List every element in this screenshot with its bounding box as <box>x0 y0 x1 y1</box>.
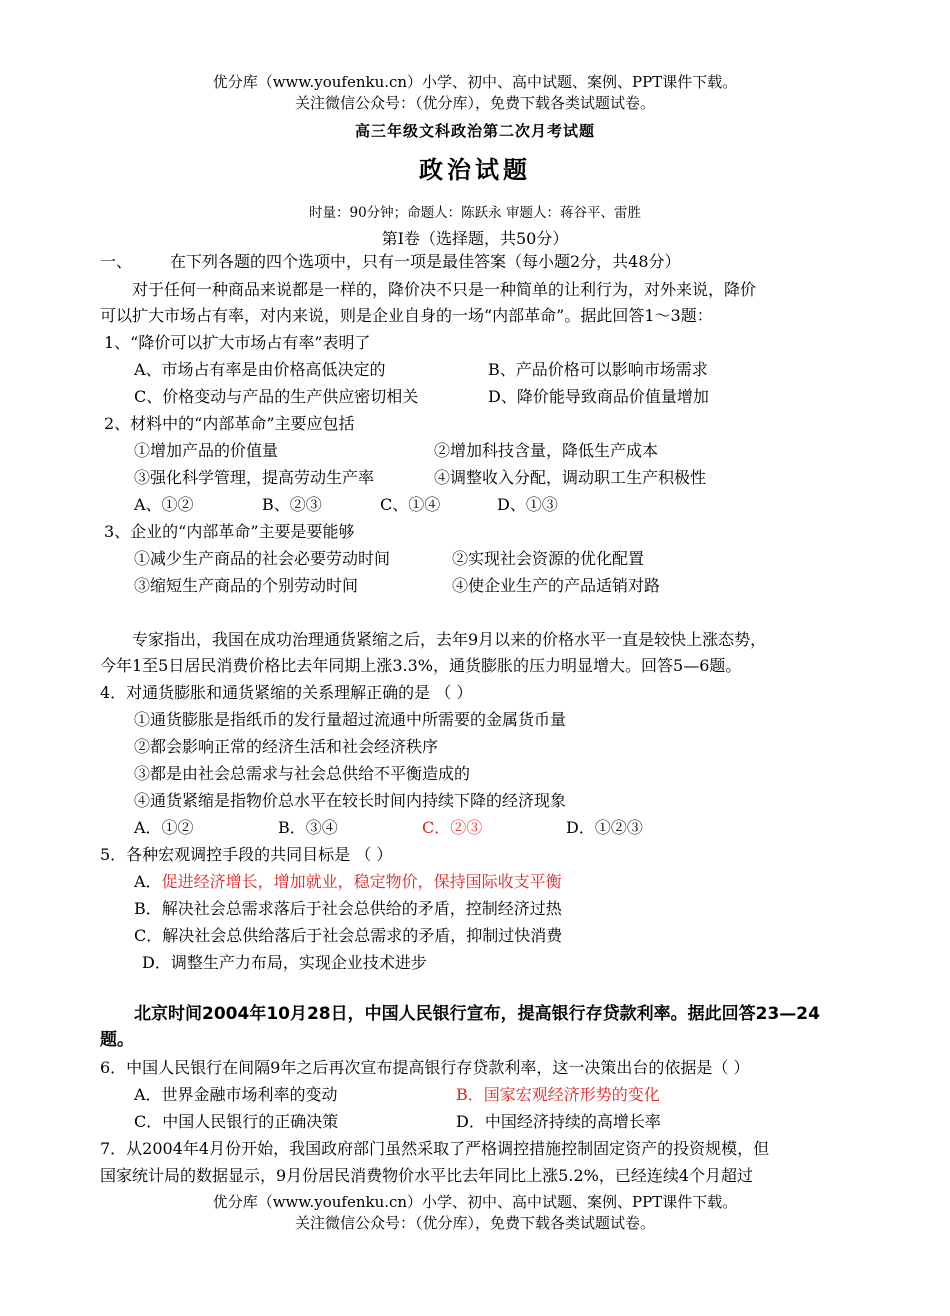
q4-statement-4: ④通货紧缩是指物价总水平在较长时间内持续下降的经济现象 <box>134 791 567 810</box>
q5-option-d: D．调整生产力布局，实现企业技术进步 <box>142 953 427 972</box>
passage2-line-1: 专家指出，我国在成功治理通货紧缩之后，去年9月以来的价格水平一直是较快上涨态势， <box>132 630 767 649</box>
q4-option-a: A．①② <box>134 818 194 837</box>
q1-option-d: D、降价能导致商品价值量增加 <box>488 387 709 406</box>
exam-title: 高三年级文科政治第二次月考试题 <box>354 122 595 140</box>
exam-meta: 时量：90分钟；命题人：陈跃永 审题人：蒋谷平、雷胜 <box>309 205 641 221</box>
section-instruction: 在下列各题的四个选项中，只有一项是最佳答案（每小题2分，共48分） <box>170 252 681 271</box>
q5-option-c: C．解决社会总供给落后于社会总需求的矛盾，抑制过快消费 <box>134 926 563 945</box>
q5-option-b: B．解决社会总需求落后于社会总供给的矛盾，控制经济过热 <box>134 899 562 918</box>
q5-stem: 5．各种宏观调控手段的共同目标是 （ ） <box>100 845 393 864</box>
passage3-line-1: 北京时间2004年10月28日，中国人民银行宣布，提高银行存贷款利率。据此回答23—24 <box>134 1004 820 1024</box>
q7-line-2: 国家统计局的数据显示，9月份居民消费物价水平比去年同比上涨5.2%，已经连续4个月超过 <box>100 1166 754 1185</box>
q3-statement-3: ③缩短生产商品的个别劳动时间 <box>134 576 359 595</box>
q6-stem: 6．中国人民银行在间隔9年之后再次宣布提高银行存贷款利率，这一决策出台的依据是（ ） <box>100 1058 750 1077</box>
q1-option-b: B、产品价格可以影响市场需求 <box>488 360 708 379</box>
q4-option-b: B．③④ <box>278 818 338 837</box>
exam-subtitle: 政治试题 <box>419 155 531 184</box>
part-title: 第Ⅰ卷（选择题，共50分） <box>381 229 569 248</box>
q2-option-b: B、②③ <box>262 495 322 514</box>
passage2-line-2: 今年1至5日居民消费价格比去年同期上涨3.3%，通货膨胀的压力明显增大。回答5—6题。 <box>100 656 742 675</box>
header-line-2: 关注微信公众号：（优分库），免费下载各类试题试卷。 <box>294 94 655 112</box>
q3-statement-1: ①减少生产商品的社会必要劳动时间 <box>134 549 391 568</box>
passage1-line-2: 可以扩大市场占有率，对内来说，则是企业自身的一场“内部革命”。据此回答1～3题： <box>100 306 713 325</box>
q5-option-a-answer: 促进经济增长，增加就业，稳定物价，保持国际收支平衡 <box>161 872 562 891</box>
q3-statement-4: ④使企业生产的产品适销对路 <box>452 576 661 595</box>
q2-option-a: A、①② <box>134 495 194 514</box>
q3-stem: 3、企业的“内部革命”主要是要能够 <box>104 522 355 541</box>
q4-stem: 4．对通货膨胀和通货紧缩的关系理解正确的是 （ ） <box>100 683 473 702</box>
q2-statement-4: ④调整收入分配，调动职工生产积极性 <box>434 468 707 487</box>
q2-stem: 2、材料中的“内部革命”主要应包括 <box>104 414 355 433</box>
q6-option-a: A．世界金融市场利率的变动 <box>134 1085 338 1104</box>
footer-line-2: 关注微信公众号：（优分库），免费下载各类试题试卷。 <box>294 1214 655 1232</box>
passage3-line-2: 题。 <box>100 1030 134 1050</box>
q7-line-1: 7．从2004年4月份开始，我国政府部门虽然采取了严格调控措施控制固定资产的投资规模，但 <box>100 1139 770 1158</box>
footer-line-1: 优分库（www.youfenku.cn）小学、初中、高中试题、案例、PPT课件下载。 <box>212 1193 738 1211</box>
q2-statement-3: ③强化科学管理，提高劳动生产率 <box>134 468 375 487</box>
q1-option-c: C、价格变动与产品的生产供应密切相关 <box>134 387 419 406</box>
q3-statement-2: ②实现社会资源的优化配置 <box>452 549 645 568</box>
q6-option-d: D．中国经济持续的高增长率 <box>456 1112 661 1131</box>
header-line-1: 优分库（www.youfenku.cn）小学、初中、高中试题、案例、PPT课件下载。 <box>212 73 738 91</box>
q6-option-b-answer: B．国家宏观经济形势的变化 <box>456 1085 660 1104</box>
q1-option-a: A、市场占有率是由价格高低决定的 <box>134 360 386 379</box>
q2-option-d: D、①③ <box>497 495 558 514</box>
q1-stem: 1、“降价可以扩大市场占有率”表明了 <box>104 333 371 352</box>
q4-statement-2: ②都会影响正常的经济生活和社会经济秩序 <box>134 737 439 756</box>
q2-option-c: C、①④ <box>380 495 441 514</box>
q4-option-d: D．①②③ <box>566 818 643 837</box>
q4-option-c-answer: C．②③ <box>422 818 483 837</box>
q4-statement-1: ①通货膨胀是指纸币的发行量超过流通中所需要的金属货币量 <box>134 710 567 729</box>
q2-statement-2: ②增加科技含量，降低生产成本 <box>434 441 659 460</box>
q5-option-a-letter: A． <box>134 872 162 891</box>
passage1-line-1: 对于任何一种商品来说都是一样的，降价决不只是一种简单的让利行为，对外来说，降价 <box>132 280 757 299</box>
section-number: 一、 <box>100 252 133 271</box>
q6-option-c: C．中国人民银行的正确决策 <box>134 1112 339 1131</box>
q4-statement-3: ③都是由社会总需求与社会总供给不平衡造成的 <box>134 764 471 783</box>
q5-option-a <box>134 871 562 893</box>
q2-statement-1: ①增加产品的价值量 <box>134 441 279 460</box>
